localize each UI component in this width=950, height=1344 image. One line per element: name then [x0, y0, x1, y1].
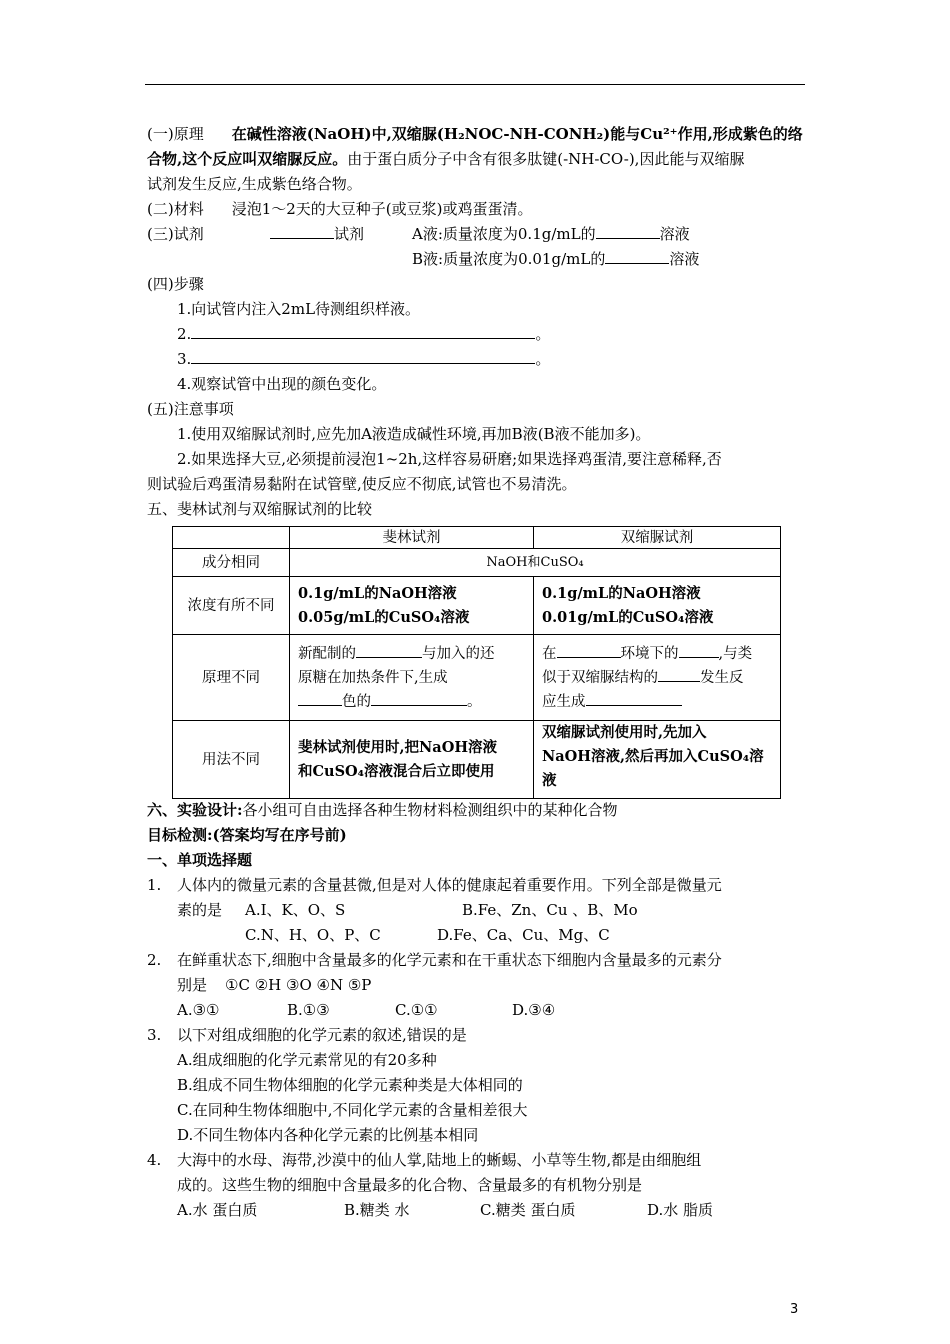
fehling-concentration — [290, 577, 534, 635]
reagent-a-text: A液:质量浓度为0.1g/mL的 — [412, 225, 596, 243]
fehling-principle-line-2: 原糖在加热条件下,生成 — [298, 669, 448, 686]
principle-line-1 — [147, 124, 803, 144]
q4-stem-2: 成的。这些生物的细胞中含量最多的化合物、含量最多的有机物分别是 — [177, 1176, 643, 1194]
step-2-end: 。 — [535, 325, 551, 343]
fehling-naoh: 0.1g/mL的NaOH溶液 — [298, 584, 457, 602]
biuret-principle-line-3 — [542, 690, 772, 714]
text-c: 色的 — [342, 693, 371, 710]
biuret-blank-3[interactable] — [658, 667, 700, 682]
materials-label: (二)材料 — [147, 200, 204, 218]
table-row — [173, 721, 781, 799]
q4-option-a[interactable]: A.水 蛋白质 — [177, 1201, 258, 1219]
table-row — [173, 577, 781, 635]
q2-option-d[interactable]: D.③④ — [512, 1001, 556, 1019]
q1-stem-2: 素的是 — [177, 901, 223, 919]
step-3 — [177, 349, 550, 369]
q3-option-d[interactable]: D.不同生物体内各种化学元素的比例基本相同 — [177, 1126, 479, 1144]
reagent-suffix: 试剂 — [334, 225, 365, 243]
biuret-cuso4: 0.01g/mL的CuSO₄溶液 — [542, 608, 714, 626]
q1-stem-1: 人体内的微量元素的含量甚微,但是对人体的健康起着重要作用。下列全部是微量元 — [177, 876, 722, 894]
reagent-name-line — [270, 224, 364, 244]
section-1-title: 一、单项选择题 — [147, 851, 253, 869]
materials-text: 浸泡1～2天的大豆种子(或豆浆)或鸡蛋蛋清。 — [231, 200, 533, 218]
q2-stem-1: 在鲜重状态下,细胞中含量最多的化学元素和在干重状态下细胞内含量最多的元素分 — [177, 951, 722, 969]
note-1: 1.使用双缩脲试剂时,应先加A液造成碱性环境,再加B液(B液不能加多)。 — [177, 425, 651, 443]
text-e: 发生反 — [700, 669, 744, 686]
page-number: 3 — [790, 1302, 799, 1317]
q2-option-a[interactable]: A.③① — [177, 1001, 220, 1019]
header-rule — [145, 84, 805, 85]
q3-option-a[interactable]: A.组成细胞的化学元素常见的有20多种 — [177, 1051, 437, 1069]
q1-number: 1. — [147, 876, 162, 894]
text-a: 在 — [542, 645, 557, 662]
row-label-principle: 原理不同 — [173, 635, 290, 721]
biuret-naoh: 0.1g/mL的NaOH溶液 — [542, 584, 701, 602]
row-label-composition: 成分相同 — [173, 549, 290, 577]
biuret-usage-line-3: 液 — [542, 772, 557, 789]
step-2 — [177, 324, 550, 344]
step-1: 1.向试管内注入2mL待测组织样液。 — [177, 300, 421, 318]
reagent-name-blank[interactable] — [270, 224, 334, 239]
design-line — [147, 800, 618, 820]
fehling-usage — [290, 721, 534, 799]
reagent-b-blank[interactable] — [605, 249, 669, 264]
reagent-b-text: B液:质量浓度为0.01g/mL的 — [412, 250, 606, 268]
table-row — [173, 549, 781, 577]
header-biuret: 双缩脲试剂 — [534, 527, 781, 549]
target-title: 目标检测:(答案均写在序号前) — [147, 826, 347, 844]
q4-option-c[interactable]: C.糖类 蛋白质 — [480, 1201, 576, 1219]
principle-line-3: 试剂发生反应,生成紫色络合物。 — [147, 175, 362, 193]
biuret-blank-4[interactable] — [586, 691, 682, 706]
fehling-principle — [290, 635, 534, 721]
biuret-blank-1[interactable] — [557, 643, 621, 658]
reagent-a-blank[interactable] — [596, 224, 660, 239]
fehling-blank-3[interactable] — [371, 691, 467, 706]
q2-number: 2. — [147, 951, 162, 969]
notes-label: (五)注意事项 — [147, 400, 234, 418]
reagent-b-line — [412, 249, 699, 269]
note-2a: 2.如果选择大豆,必须提前浸泡1~2h,这样容易研磨;如果选择鸡蛋清,要注意稀释,否 — [177, 450, 722, 468]
text-a: 新配制的 — [298, 645, 356, 662]
biuret-usage-line-1: 双缩脲试剂使用时,先加入 — [542, 724, 707, 741]
fehling-principle-line-3 — [298, 690, 525, 714]
steps-label: (四)步骤 — [147, 275, 204, 293]
note-2b: 则试验后鸡蛋清易黏附在试管壁,使反应不彻底,试管也不易清洗。 — [147, 475, 577, 493]
q1-option-d[interactable]: D.Fe、Ca、Cu、Mg、C — [437, 926, 610, 944]
q4-stem-1: 大海中的水母、海带,沙漠中的仙人掌,陆地上的蜥蜴、小草等生物,都是由细胞组 — [177, 1151, 702, 1169]
q4-number: 4. — [147, 1151, 162, 1169]
biuret-usage-line-2: NaOH溶液,然后再加入CuSO₄溶 — [542, 748, 764, 765]
fehling-usage-line-2: 和CuSO₄溶液混合后立即使用 — [298, 762, 495, 780]
comparison-table — [172, 526, 781, 799]
biuret-usage — [534, 721, 781, 799]
text-b: 环境下的 — [620, 645, 679, 662]
step-4: 4.观察试管中出现的颜色变化。 — [177, 375, 387, 393]
row-label-concentration: 浓度有所不同 — [173, 577, 290, 635]
fehling-blank-2[interactable] — [298, 691, 342, 706]
q4-option-d[interactable]: D.水 脂质 — [647, 1201, 714, 1219]
q3-number: 3. — [147, 1026, 162, 1044]
biuret-principle-line-1 — [542, 642, 772, 666]
q3-option-c[interactable]: C.在同种生物体细胞中,不同化学元素的含量相差很大 — [177, 1101, 528, 1119]
q1-option-c[interactable]: C.N、H、O、P、C — [245, 926, 381, 944]
header-fehling: 斐林试剂 — [290, 527, 534, 549]
step-2-number: 2. — [177, 325, 192, 343]
fehling-blank-1[interactable] — [356, 643, 422, 658]
fehling-usage-line-1: 斐林试剂使用时,把NaOH溶液 — [298, 738, 498, 756]
principle-bold-2: 合物,这个反应叫双缩脲反应。 — [147, 150, 348, 168]
text-d: 。 — [467, 693, 482, 710]
text-d: 似于双缩脲结构的 — [542, 669, 658, 686]
q2-stem-2 — [177, 975, 371, 995]
text-b: 与加入的还 — [422, 645, 495, 662]
q3-option-b[interactable]: B.组成不同生物体细胞的化学元素种类是大体相同的 — [177, 1076, 523, 1094]
table-row — [173, 635, 781, 721]
q2-option-b[interactable]: B.①③ — [287, 1001, 330, 1019]
q4-option-b[interactable]: B.糖类 水 — [344, 1201, 410, 1219]
text-c: ,与类 — [718, 645, 753, 662]
reagent-a-suffix: 溶液 — [659, 225, 690, 243]
reagents-label: (三)试剂 — [147, 225, 204, 243]
fehling-cuso4: 0.05g/mL的CuSO₄溶液 — [298, 608, 470, 626]
biuret-concentration — [534, 577, 781, 635]
step-3-end: 。 — [535, 350, 551, 368]
q2-stem-2-text: 别是 — [177, 976, 208, 994]
biuret-principle — [534, 635, 781, 721]
principle-line-2 — [147, 149, 744, 169]
q3-stem: 以下对组成细胞的化学元素的叙述,错误的是 — [177, 1026, 467, 1044]
text-f: 应生成 — [542, 693, 586, 710]
biuret-blank-2[interactable] — [679, 643, 719, 658]
comparison-title: 五、斐林试剂与双缩脲试剂的比较 — [147, 500, 373, 518]
row-composition-value: NaOH和CuSO₄ — [290, 549, 781, 577]
q2-items: ①C ②H ③O ④N ⑤P — [225, 976, 372, 994]
biuret-principle-line-2 — [542, 666, 772, 690]
fehling-principle-line-1 — [298, 642, 525, 666]
q1-option-b[interactable]: B.Fe、Zn、Cu 、B、Mo — [462, 901, 638, 919]
q1-option-a[interactable]: A.I、K、O、S — [245, 901, 346, 919]
reagent-b-suffix: 溶液 — [669, 250, 700, 268]
principle-normal-2: 由于蛋白质分子中含有很多肽键(-NH-CO-),因此能与双缩脲 — [347, 150, 745, 168]
step-3-blank[interactable] — [191, 349, 535, 364]
step-2-blank[interactable] — [191, 324, 535, 339]
reagent-a-line — [412, 224, 690, 244]
design-text: 各小组可自由选择各种生物材料检测组织中的某种化合物 — [242, 801, 618, 819]
row-label-usage: 用法不同 — [173, 721, 290, 799]
materials-line — [147, 199, 533, 219]
principle-bold-1: 在碱性溶液(NaOH)中,双缩脲(H₂NOC-NH-CONH₂)能与Cu²⁺作用,形成紫色的络 — [231, 125, 803, 143]
design-label: 六、实验设计: — [147, 801, 243, 819]
q2-option-c[interactable]: C.①① — [395, 1001, 438, 1019]
table-header-row — [173, 527, 781, 549]
principle-label: (一)原理 — [147, 125, 204, 143]
step-3-number: 3. — [177, 350, 192, 368]
